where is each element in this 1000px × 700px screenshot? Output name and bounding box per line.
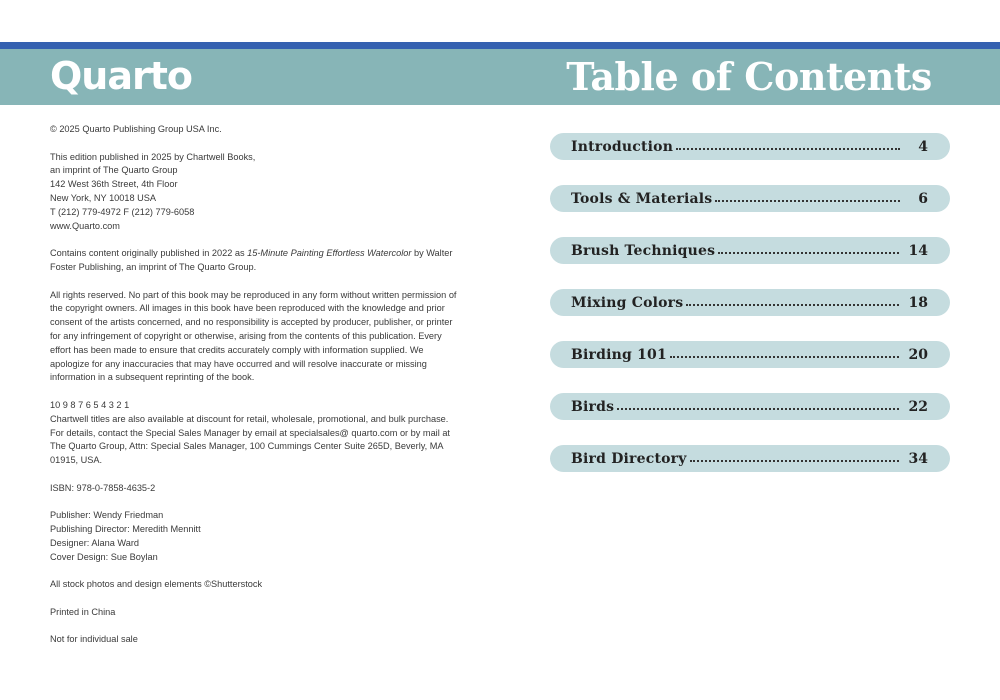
address-line: New York, NY 10018 USA [50, 192, 157, 203]
original-pub-suffix: by Walter Foster Publishing, an imprint of The Quarto Group. [50, 248, 453, 272]
toc-item-introduction[interactable] [550, 133, 950, 160]
copyright-page [50, 123, 460, 661]
toc-item-label: Tools & Materials [571, 190, 713, 207]
stock-credit: All stock photos and design elements ©Shutterstock [50, 579, 263, 590]
toc-item-tools-materials[interactable] [550, 185, 950, 212]
edition-line: This edition published in 2025 by Chartwell Books, [50, 151, 256, 162]
isbn: ISBN: 978-0-7858-4635-2 [50, 482, 156, 493]
toc-item-page: 22 [908, 398, 928, 415]
credit-cover-design: Cover Design: Sue Boylan [50, 551, 158, 562]
toc-item-label: Birds [571, 398, 615, 415]
print-line: 10 9 8 7 6 5 4 3 2 1 [50, 399, 130, 410]
edition-line: an imprint of The Quarto Group [50, 165, 178, 176]
website-link[interactable]: www.Quarto.com [50, 220, 120, 231]
toc-item-page: 14 [908, 242, 928, 259]
toc-item-page: 20 [908, 346, 928, 363]
dot-leader [676, 148, 900, 150]
copyright-notice: © 2025 Quarto Publishing Group USA Inc. [50, 124, 222, 134]
quarto-logo: Quarto [50, 54, 193, 98]
toc-item-label: Introduction [571, 138, 674, 155]
toc-item-mixing-colors[interactable] [550, 289, 950, 316]
credit-publishing-director: Publishing Director: Meredith Mennitt [50, 524, 201, 535]
top-accent-stripe [0, 42, 1000, 49]
toc-item-label: Bird Directory [571, 450, 687, 467]
dot-leader [686, 304, 898, 306]
not-for-sale-notice: Not for individual sale [50, 634, 138, 645]
address-line: 142 West 36th Street, 4th Floor [50, 179, 178, 190]
edition-info [50, 151, 460, 234]
toc-item-label: Birding 101 [571, 346, 667, 363]
toc-item-page: 18 [908, 294, 928, 311]
dot-leader [617, 408, 898, 410]
dot-leader [718, 252, 898, 254]
toc-item-birding-101[interactable] [550, 341, 950, 368]
page-title: Table of Contents [566, 54, 932, 99]
dot-leader [670, 356, 899, 358]
dot-leader [690, 460, 899, 462]
toc-item-page: 4 [918, 138, 928, 155]
printed-in: Printed in China [50, 606, 116, 617]
sales-block [50, 399, 460, 468]
phone-line: T (212) 779-4972 F (212) 779-6058 [50, 206, 195, 217]
toc-item-page: 6 [918, 190, 928, 207]
credit-publisher: Publisher: Wendy Friedman [50, 510, 164, 521]
toc-item-label: Brush Techniques [571, 242, 716, 259]
toc-item-birds[interactable] [550, 393, 950, 420]
toc-item-page: 34 [908, 450, 928, 467]
dot-leader [715, 200, 900, 202]
toc-item-label: Mixing Colors [571, 294, 684, 311]
original-pub-prefix: Contains content originally published in 2022 as [50, 248, 248, 259]
toc-item-bird-directory[interactable] [550, 445, 950, 472]
special-sales-info: Chartwell titles are also available at discount for retail, wholesale, promotional, and bulk purchase. For details, contact the Special Sales Manager by email at specialsales@ quarto.com or by mail at The Quarto Group, Attn: Special Sales Manager, 100 Cummings Center Suite 265D, Beverly, MA 01915, USA. [50, 413, 450, 466]
original-pub-title: 15-Minute Painting Effortless Watercolor [247, 248, 412, 259]
credits [50, 509, 460, 564]
rights-statement: All rights reserved. No part of this book may be reproduced in any form without written permission of the copyright owners. All images in this book have been reproduced with the knowledge and prior consent of the artists concerned, and no responsibility is accepted by producer, publisher, or printer for any infringement of copyright or otherwise, arising from the contents of this publication. Every effort has been made to ensure that credits accurately comply with information supplied. We apologize for any inaccuracies that may have occurred and will resolve inaccurate or missing information in a subsequent reprinting of the book. [50, 289, 457, 383]
credit-designer: Designer: Alana Ward [50, 537, 140, 548]
toc-item-brush-techniques[interactable] [550, 237, 950, 264]
original-publication [50, 247, 460, 275]
